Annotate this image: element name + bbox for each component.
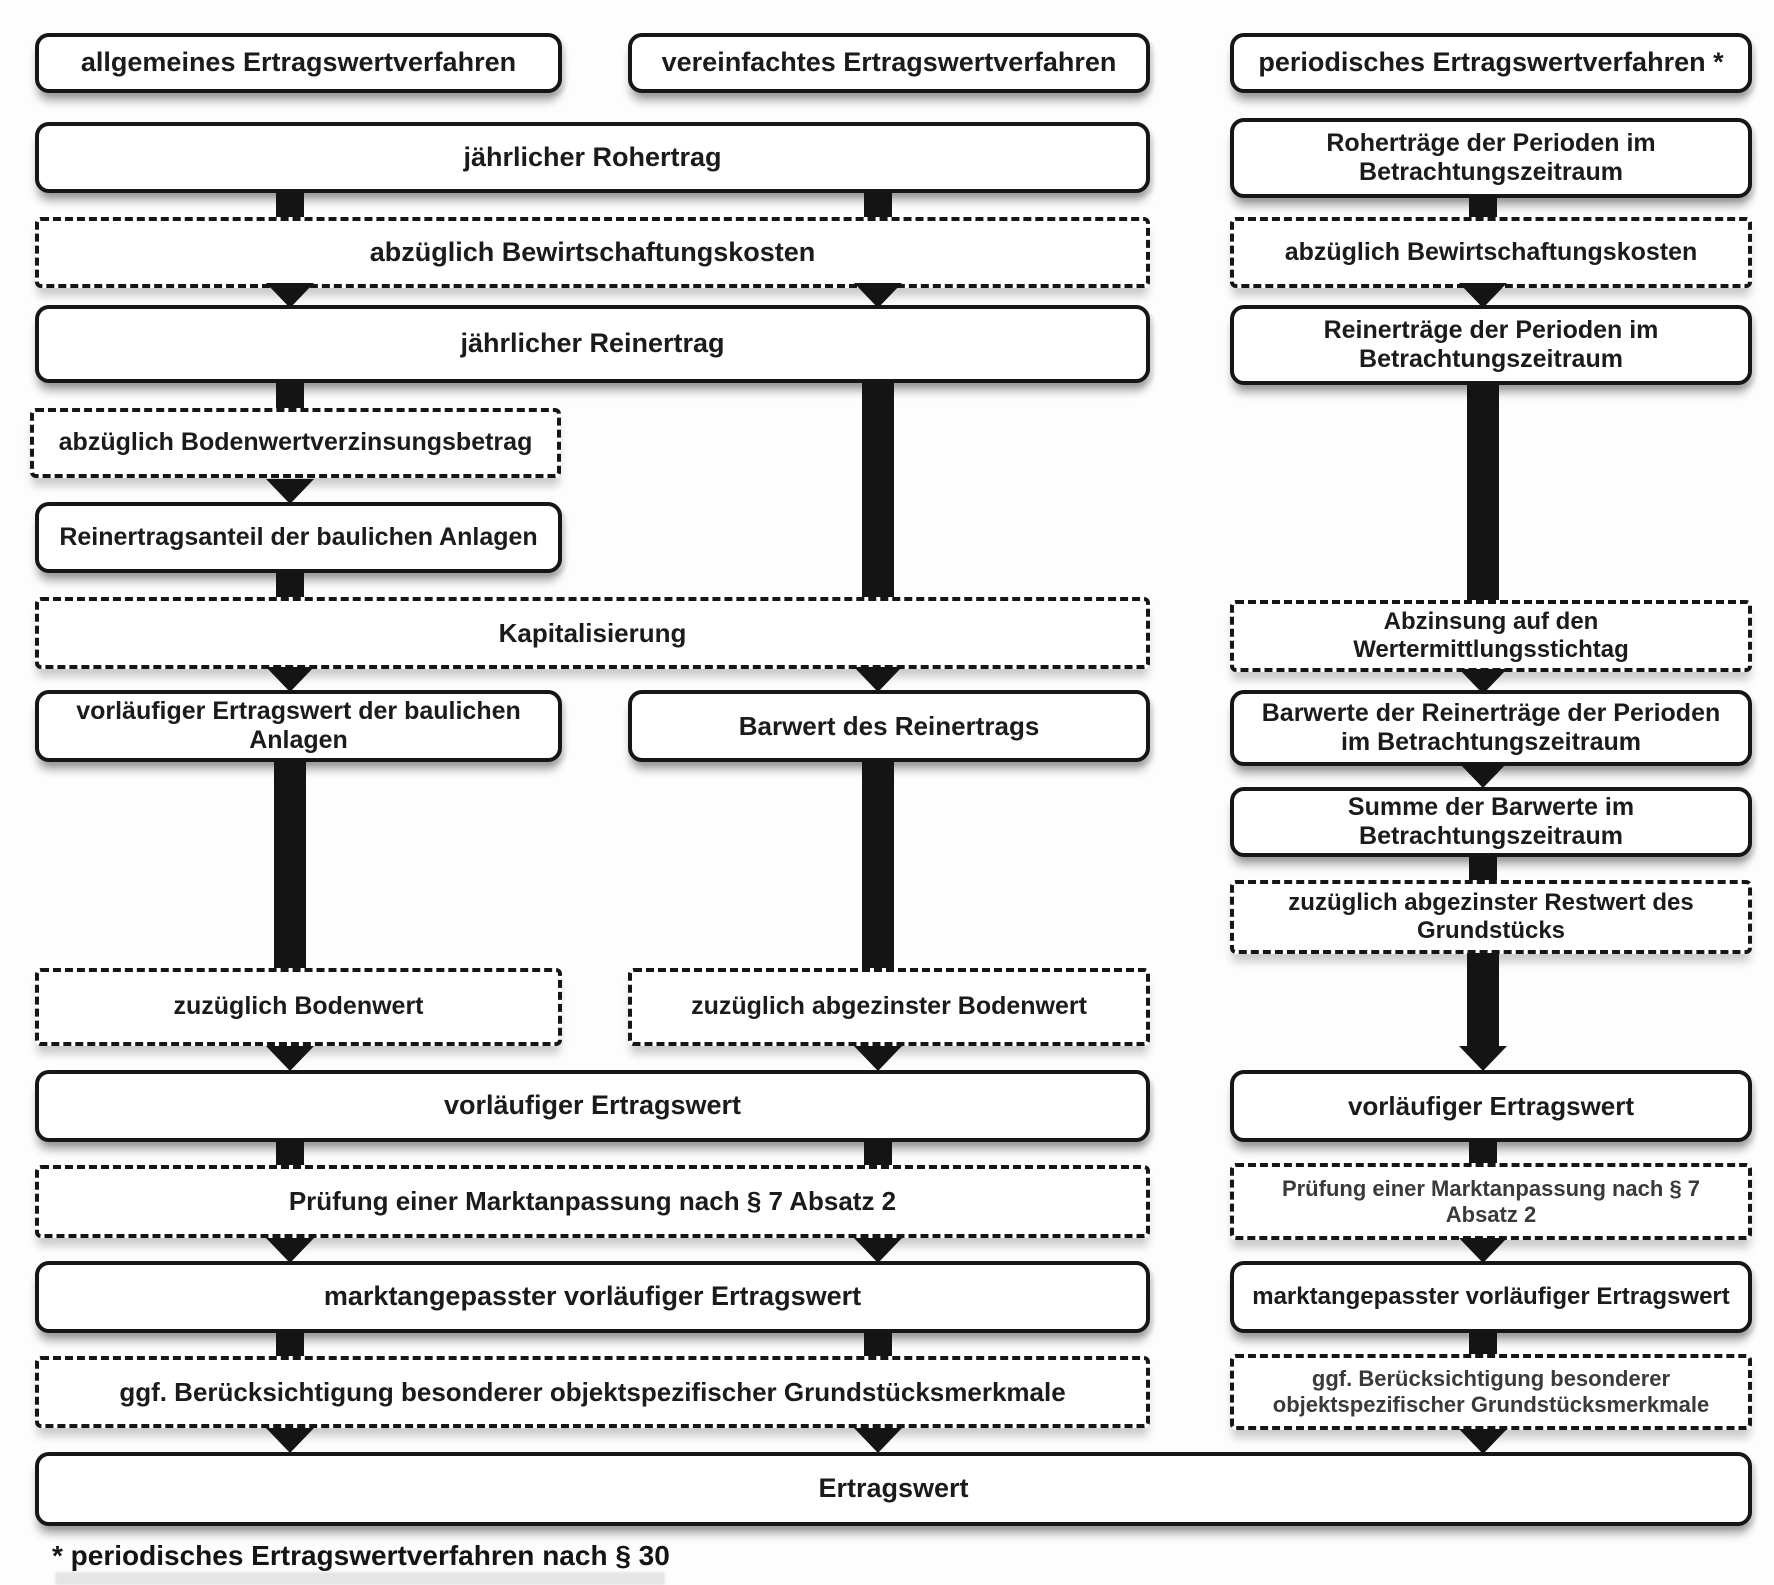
box-abzinsung-wertermittlungsstichtag: Abzinsung auf den Wertermittlungsstichtag [1230,600,1752,672]
box-ertragswert: Ertragswert [35,1452,1752,1526]
arrow-down-icon [266,667,314,692]
box-jaehrlicher-reinertrag: jährlicher Reinertrag [35,305,1150,383]
arrow-down-icon [266,479,314,504]
arrow-down-icon [1459,1429,1507,1454]
box-summe-der-barwerte: Summe der Barwerte im Betrachtungszeitraum [1230,787,1752,857]
box-header-periodisches-verfahren: periodisches Ertragswertverfahren * [1230,33,1752,93]
box-abzueglich-bewirtschaftungskosten-periodisch: abzüglich Bewirtschaftungskosten [1230,217,1752,288]
box-jaehrlicher-rohertrag: jährlicher Rohertrag [35,122,1150,193]
box-barwert-des-reinertrags: Barwert des Reinertrags [628,690,1150,762]
connector-line [274,761,306,969]
arrow-down-icon [1459,1238,1507,1263]
box-vorlaeufiger-ertragswert-bauliche-anlagen: vorläufiger Ertragswert der baulichen Anlagen [35,690,562,762]
box-ggf-beruecksichtigung-grundstuecksmerkmale: ggf. Berücksichtigung besonderer objektspezifischer Grundstücksmerkmale [35,1356,1150,1428]
arrow-down-icon [1459,763,1507,788]
connector-stub [276,572,304,599]
arrow-down-icon [854,1046,902,1071]
connector-stub [1469,1141,1497,1165]
box-ggf-beruecksichtigung-grundstuecksmerkmale-periodisch: ggf. Berücksichtigung besonderer objektspezifischer Grundstücksmerkmale [1230,1354,1752,1430]
box-abzueglich-bewirtschaftungskosten: abzüglich Bewirtschaftungskosten [35,217,1150,288]
scan-artifact [55,1572,665,1585]
arrow-down-icon [266,1238,314,1263]
box-marktangepasster-ertragswert: marktangepasster vorläufiger Ertragswert [35,1261,1150,1333]
arrow-down-icon [1459,1046,1507,1071]
arrow-down-icon [854,667,902,692]
box-header-allgemeines-verfahren: allgemeines Ertragswertverfahren [35,33,562,93]
box-pruefung-marktanpassung-periodisch: Prüfung einer Marktanpassung nach § 7 Absatz 2 [1230,1163,1752,1240]
connector-line [1467,384,1499,601]
connector-stub [1469,1332,1497,1356]
connector-stub [276,1332,304,1358]
box-abzueglich-bodenwertverzinsungsbetrag: abzüglich Bodenwertverzinsungsbetrag [30,408,561,478]
box-kapitalisierung: Kapitalisierung [35,597,1150,669]
box-vorlaeufiger-ertragswert-periodisch: vorläufiger Ertragswert [1230,1070,1752,1142]
connector-line [862,761,894,969]
arrow-down-icon [854,1428,902,1453]
connector-stub [864,1332,892,1358]
arrow-down-icon [266,1046,314,1071]
connector-stub [1469,856,1497,882]
box-pruefung-marktanpassung: Prüfung einer Marktanpassung nach § 7 Absatz 2 [35,1165,1150,1238]
connector-line [862,382,894,598]
connector-stub [276,382,304,410]
arrow-down-icon [854,1238,902,1263]
arrow-down-icon [266,1428,314,1453]
connector-stub [864,192,892,219]
box-zuzueglich-abgezinster-restwert: zuzüglich abgezinster Restwert des Grundstücks [1230,880,1752,954]
box-zuzueglich-abgezinster-bodenwert: zuzüglich abgezinster Bodenwert [628,968,1150,1046]
box-reinertragsanteil-bauliche-anlagen: Reinertragsanteil der baulichen Anlagen [35,502,562,573]
box-reinertraege-perioden: Reinerträge der Perioden im Betrachtungszeitraum [1230,305,1752,385]
connector-stub [1469,197,1497,219]
connector-stub [276,1141,304,1167]
box-header-vereinfachtes-verfahren: vereinfachtes Ertragswertverfahren [628,33,1150,93]
box-vorlaeufiger-ertragswert: vorläufiger Ertragswert [35,1070,1150,1142]
box-marktangepasster-ertragswert-periodisch: marktangepasster vorläufiger Ertragswert [1230,1261,1752,1333]
box-zuzueglich-bodenwert: zuzüglich Bodenwert [35,968,562,1046]
connector-stub [864,1141,892,1167]
box-barwerte-reinertraege-perioden: Barwerte der Reinerträge der Perioden im Betrachtungszeitraum [1230,690,1752,766]
connector-stub [276,192,304,219]
box-rohertraege-perioden: Roherträge der Perioden im Betrachtungszeitraum [1230,118,1752,198]
footnote-periodisches-verfahren: * periodisches Ertragswertverfahren nach § 30 [52,1540,670,1571]
connector-line [1467,953,1499,1049]
